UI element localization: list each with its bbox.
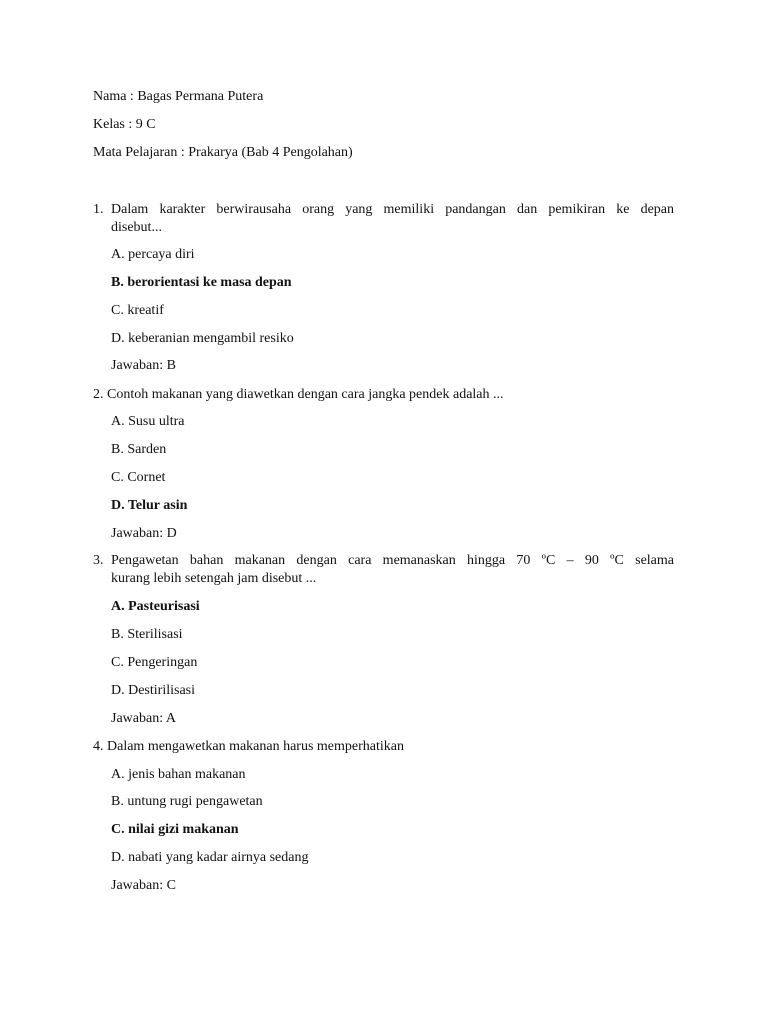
question-2-option-c: C. Cornet: [111, 470, 166, 485]
question-1-text-line1: Dalam karakter berwirausaha orang yang memiliki pandangan dan pemikiran ke depan: [111, 202, 674, 217]
question-4-option-b: B. untung rugi pengawetan: [111, 794, 263, 809]
question-1-option-c: C. kreatif: [111, 303, 164, 318]
question-3-option-d: D. Destirilisasi: [111, 683, 195, 698]
question-2-text: 2. Contoh makanan yang diawetkan dengan cara jangka pendek adalah ...: [93, 387, 504, 402]
question-3-option-b: B. Sterilisasi: [111, 627, 183, 642]
subject: Mata Pelajaran : Prakarya (Bab 4 Pengolahan): [93, 145, 353, 160]
question-1-option-a: A. percaya diri: [111, 247, 195, 262]
question-3-text-line1: Pengawetan bahan makanan dengan cara memanaskan hingga 70 ºC – 90 ºC selama: [111, 553, 674, 568]
question-4-answer: Jawaban: C: [111, 878, 176, 893]
question-1-number: 1.: [93, 202, 104, 217]
question-2-option-d-correct: D. Telur asin: [111, 498, 188, 513]
question-4-option-d: D. nabati yang kadar airnya sedang: [111, 850, 309, 865]
student-class: Kelas : 9 C: [93, 117, 156, 132]
student-name: Nama : Bagas Permana Putera: [93, 89, 264, 104]
question-3-option-a-correct: A. Pasteurisasi: [111, 599, 200, 614]
question-2-option-a: A. Susu ultra: [111, 414, 185, 429]
question-4-option-c-correct: C. nilai gizi makanan: [111, 822, 239, 837]
question-4-text: 4. Dalam mengawetkan makanan harus memperhatikan: [93, 739, 404, 754]
question-1-option-b-correct: B. berorientasi ke masa depan: [111, 275, 292, 290]
question-1-option-d: D. keberanian mengambil resiko: [111, 331, 294, 346]
question-3-number: 3.: [93, 553, 104, 568]
question-3-text-line2: kurang lebih setengah jam disebut ...: [111, 571, 317, 586]
question-4-option-a: A. jenis bahan makanan: [111, 767, 246, 782]
question-1-text-line2: disebut...: [111, 220, 162, 235]
question-3-option-c: C. Pengeringan: [111, 655, 198, 670]
question-2-option-b: B. Sarden: [111, 442, 167, 457]
question-3-answer: Jawaban: A: [111, 711, 176, 726]
question-1-answer: Jawaban: B: [111, 358, 176, 373]
question-2-answer: Jawaban: D: [111, 526, 177, 541]
